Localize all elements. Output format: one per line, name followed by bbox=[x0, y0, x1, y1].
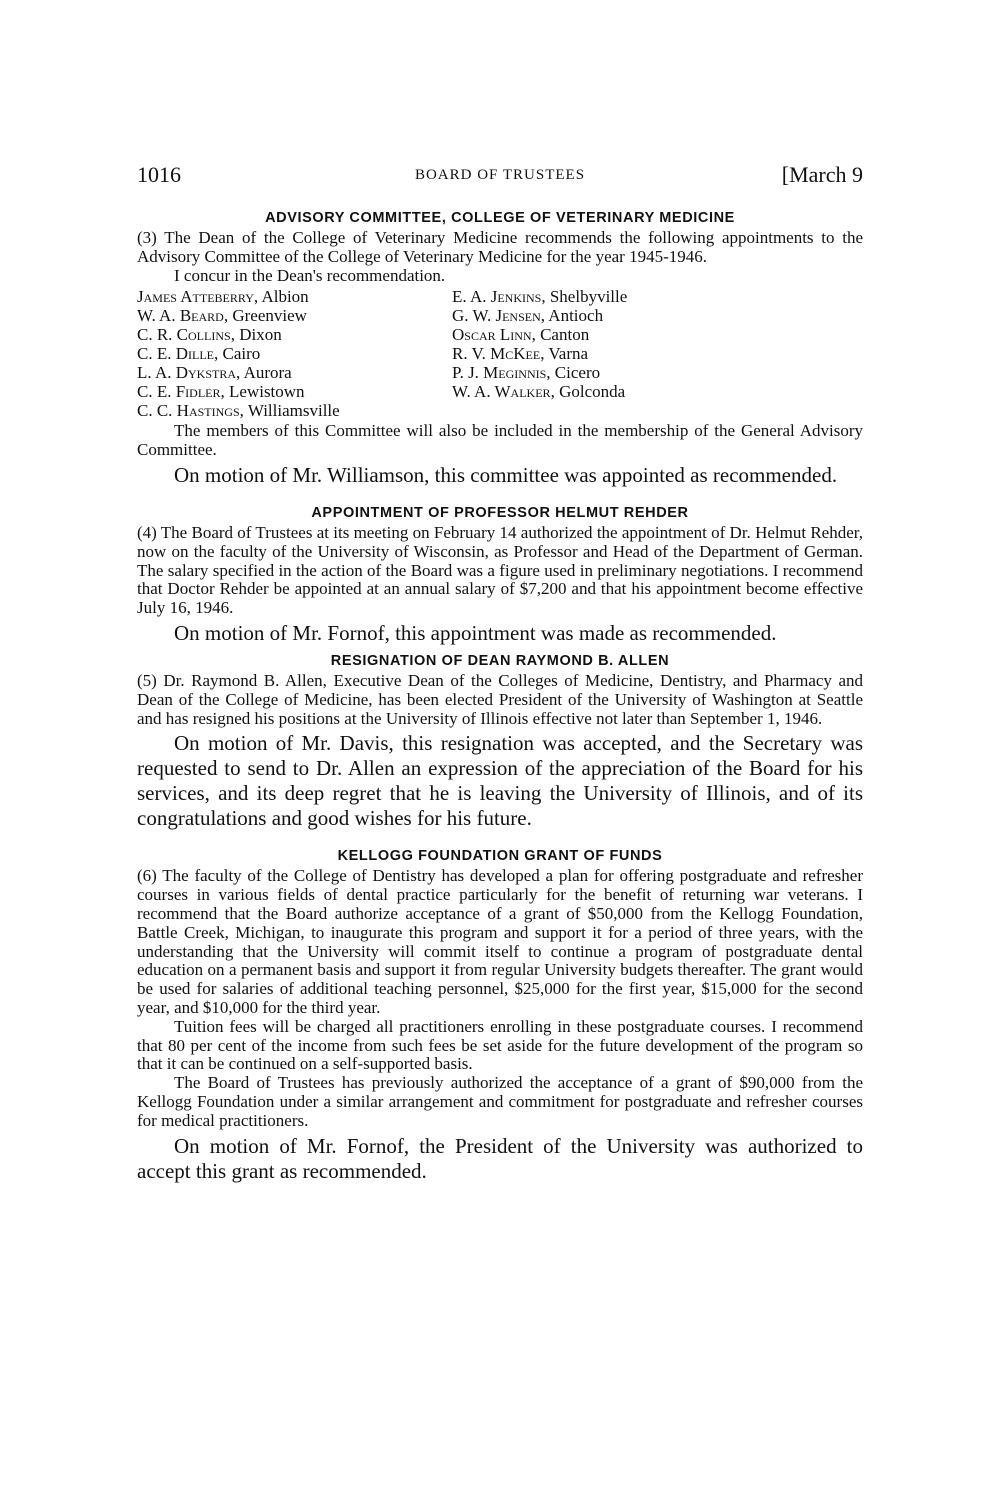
member-place: , Greenview bbox=[223, 306, 307, 326]
member-place: , Canton bbox=[531, 325, 590, 345]
member-column-right bbox=[452, 287, 863, 420]
member-place: , Antioch bbox=[540, 306, 604, 326]
member-entry bbox=[137, 363, 452, 382]
member-entry bbox=[452, 287, 863, 306]
member-place: , Cicero bbox=[546, 363, 601, 383]
page-header bbox=[137, 162, 863, 192]
paragraph: (4) The Board of Trustees at its meeting on February 14 authorized the appointment of Dr. Helmut Rehder, now on the faculty of the University of Wisconsin, as Professor and Head of the Department of German. The salary specified in the action of the Board was a figure used in preliminary negotiations. I recommend that Doctor Rehder be appointed at an annual salary of $7,200 and that his appointment become effective July 16, 1946. bbox=[137, 522, 863, 618]
member-entry bbox=[137, 306, 452, 325]
section-heading: KELLOGG FOUNDATION GRANT OF FUNDS bbox=[337, 848, 663, 865]
member-entry bbox=[137, 325, 452, 344]
section-kellogg-grant bbox=[137, 845, 863, 1183]
member-entry bbox=[137, 382, 452, 401]
member-entry bbox=[452, 363, 863, 382]
member-name: W. A. Beard bbox=[137, 306, 224, 326]
paragraph: (6) The faculty of the College of Dentistry has developed a plan for offering postgraduate and refresher courses in various fields of dental practice particularly for the benefit of returning war veterans. I recommend that the Board authorize acceptance of a grant of $50,000 from the Kellogg Foundation, Battle Creek, Michigan, to inaugurate this program and support it for a period of three years, with the understanding that the University will commit itself to continue a program of postgraduate dental education on a permanent basis and support it from regular University budgets thereafter. The grant would be used for salaries of additional teaching personnel, $25,000 for the first year, $15,000 for the second year, and $10,000 for the third year. bbox=[137, 866, 863, 1017]
section-heading: APPOINTMENT OF PROFESSOR HELMUT REHDER bbox=[311, 504, 689, 521]
spacer bbox=[137, 492, 863, 502]
page-number: 1016 bbox=[137, 162, 181, 187]
motion-text: On motion of Mr. Fornof, this appointment was made as recommended. bbox=[174, 620, 777, 645]
member-name: James Atteberry bbox=[137, 287, 254, 307]
running-title: BOARD OF TRUSTEES bbox=[414, 167, 586, 183]
paragraph: The Board of Trustees has previously authorized the acceptance of a grant of $90,000 from the Kellogg Foundation under a similar arrangement and commitment for postgraduate and refresher courses for medical practitioners. bbox=[137, 1073, 863, 1130]
member-name: R. V. McKee bbox=[452, 344, 541, 364]
paragraph: Tuition fees will be charged all practitioners enrolling in these postgraduate courses. I recommend that 80 per cent of the income from such fees be set aside for the future development of the program so that it can be continued on a self-supported basis. bbox=[137, 1016, 863, 1074]
member-list bbox=[137, 287, 863, 420]
member-name: W. A. Walker bbox=[452, 382, 551, 402]
spacer bbox=[137, 835, 863, 845]
member-entry bbox=[137, 344, 452, 363]
member-name: C. R. Collins bbox=[137, 325, 231, 345]
member-entry bbox=[137, 287, 452, 306]
member-place: , Lewistown bbox=[220, 382, 305, 402]
member-name: E. A. Jenkins bbox=[452, 287, 542, 307]
member-entry bbox=[137, 401, 452, 420]
member-place: , Shelbyville bbox=[541, 287, 628, 307]
paragraph: (5) Dr. Raymond B. Allen, Executive Dean of the Colleges of Medicine, Dentistry, and Pharmacy and Dean of the College of Medicine, has been elected President of the University of Washington at Seattle and has resigned his positions at the University of Illinois effective not later than September 1, 1946. bbox=[137, 670, 863, 728]
member-place: , Golconda bbox=[550, 382, 626, 402]
member-name: L. A. Dykstra bbox=[137, 363, 237, 383]
member-name: C. E. Fidler bbox=[137, 382, 221, 402]
page-content bbox=[137, 207, 863, 1188]
motion-text: On motion of Mr. Williamson, this committee was appointed as recommended. bbox=[174, 462, 838, 487]
member-name: C. E. Dille bbox=[137, 344, 214, 364]
member-entry bbox=[452, 382, 863, 401]
section-veterinary-committee bbox=[137, 207, 863, 488]
motion-text: On motion of Mr. Fornof, the President of the University was authorized to accept this grant as recommended. bbox=[137, 1133, 863, 1183]
member-place: , Cairo bbox=[214, 344, 261, 364]
member-entry bbox=[452, 325, 863, 344]
member-entry bbox=[452, 344, 863, 363]
member-name: Oscar Linn bbox=[452, 325, 532, 345]
motion-text: On motion of Mr. Davis, this resignation was accepted, and the Secretary was requested to send to Dr. Allen an expression of the appreciation of the Board for his services, and its deep regret that he is leaving the University of Illinois, and of its congratulations and good wishes for his future. bbox=[137, 731, 863, 831]
section-heading: ADVISORY COMMITTEE, COLLEGE OF VETERINARY MEDICINE bbox=[265, 210, 735, 226]
section-rehder-appointment bbox=[137, 502, 863, 646]
paragraph: I concur in the Dean's recommendation. bbox=[174, 265, 446, 285]
section-allen-resignation bbox=[137, 650, 863, 831]
member-column-left bbox=[137, 287, 452, 420]
member-place: , Dixon bbox=[230, 325, 282, 345]
member-place: , Albion bbox=[253, 287, 309, 307]
member-entry bbox=[452, 306, 863, 325]
member-name: P. J. Meginnis bbox=[452, 363, 547, 383]
paragraph: (3) The Dean of the College of Veterinary Medicine recommends the following appointments to the Advisory Committee of the College of Veterinary Medicine for the year 1945-1946. bbox=[137, 228, 863, 266]
member-place: , Varna bbox=[540, 344, 589, 364]
member-name: G. W. Jensen bbox=[452, 306, 541, 326]
paragraph: The members of this Committee will also be included in the membership of the General Advisory Committee. bbox=[137, 421, 863, 460]
section-heading: RESIGNATION OF DEAN RAYMOND B. ALLEN bbox=[330, 652, 670, 669]
member-name: C. C. Hastings bbox=[137, 401, 240, 421]
header-date: [March 9 bbox=[781, 162, 863, 187]
member-place: , Aurora bbox=[236, 363, 292, 383]
member-place: , Williamsville bbox=[239, 401, 340, 421]
